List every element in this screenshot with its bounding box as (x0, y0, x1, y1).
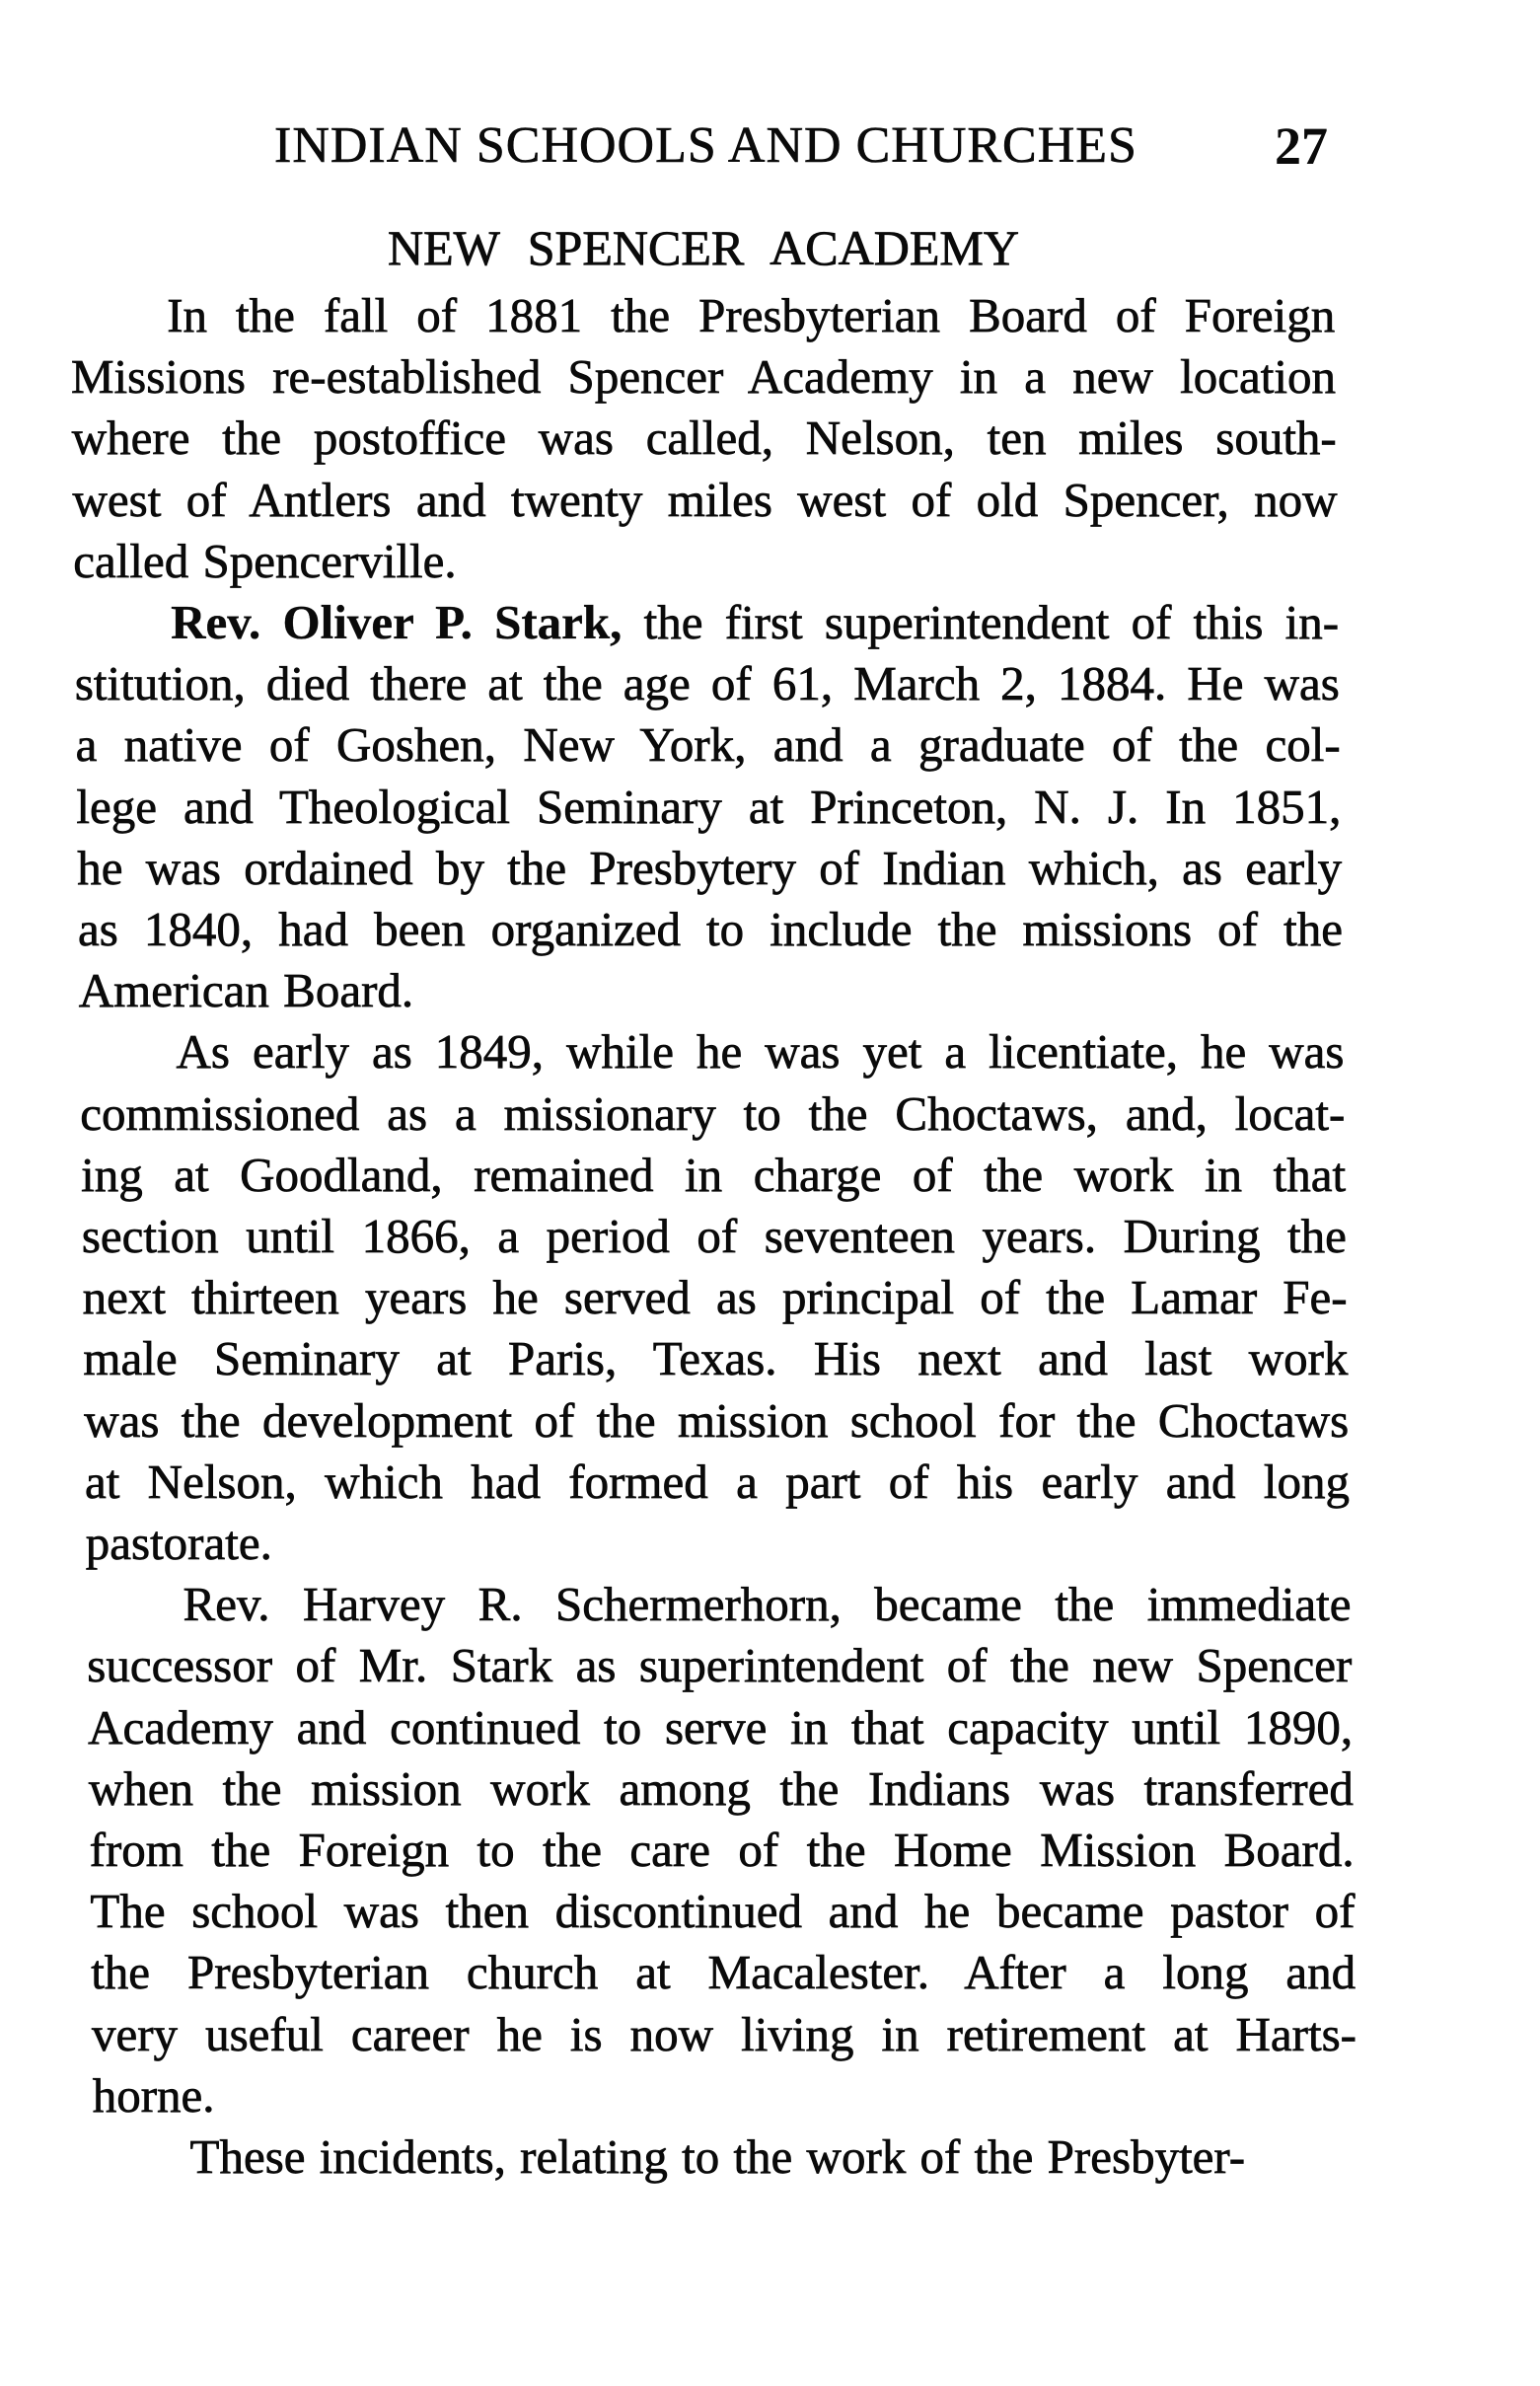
text-line (86, 1513, 1351, 1574)
text-line (91, 1942, 1356, 2003)
text-line (183, 1574, 1352, 1635)
line-text: next thirteen years he served as principal of the Lamar Fe- (82, 1270, 1348, 1325)
text-line (72, 408, 1337, 469)
text-line (190, 2126, 1358, 2188)
line-text: These incidents, relating to the work of the Presbyter- (189, 2129, 1246, 2184)
text-line (93, 2065, 1357, 2126)
text-line (92, 2004, 1357, 2065)
text-line (81, 1145, 1346, 1206)
line-text: successor of Mr. Stark as superintendent of the new Spencer (87, 1638, 1353, 1693)
line-text: In the fall of 1881 the Presbyterian Board of Foreign (167, 288, 1336, 342)
text-line (73, 470, 1338, 531)
page-number: 27 (1275, 116, 1328, 176)
text-line (85, 1452, 1350, 1513)
text-line (90, 1820, 1355, 1881)
bold-name: Rev. Oliver P. Stark, (171, 595, 623, 649)
line-text: west of Antlers and twenty miles west of old Spencer, now (72, 472, 1338, 527)
text-line (89, 1758, 1354, 1820)
line-text: Missions re-established Spencer Academy in a new location (70, 349, 1336, 405)
line-text: American Board. (78, 963, 414, 1018)
line-text: as 1840, had been organized to include the missions of the (77, 902, 1343, 956)
line-text: stitution, died there at the age of 61, March 2, 1884. He was (74, 656, 1340, 711)
line-text: horne. (92, 2067, 215, 2123)
line-text: called Spencerville. (73, 533, 457, 588)
line-text: The school was then discontinued and he became pastor of (90, 1884, 1356, 1939)
text-line (78, 899, 1343, 960)
line-text: ing at Goodland, remained in charge of the work in that (81, 1147, 1347, 1202)
text-line (76, 714, 1341, 776)
text-line (167, 285, 1335, 346)
text-line (71, 346, 1336, 408)
text-line (76, 777, 1341, 838)
text-line (83, 1328, 1348, 1389)
text-line (88, 1697, 1353, 1758)
text-line (79, 960, 1344, 1021)
line-text: lege and Theological Seminary at Princeton, N. J. In 1851, (76, 779, 1342, 834)
line-text: section until 1866, a period of seventeen years. During the (81, 1209, 1347, 1263)
line-text: very useful career he is now living in retirement at Harts- (91, 2006, 1357, 2061)
line-text: when the mission work among the Indians was transferred (88, 1760, 1354, 1816)
text-line (177, 1021, 1345, 1082)
running-head: INDIAN SCHOOLS AND CHURCHES (274, 117, 1137, 174)
line-text: was the development of the mission school for the Choctaws (84, 1392, 1350, 1448)
line-text: at Nelson, which had formed a part of his early and long (84, 1454, 1350, 1509)
line-text: a native of Goshen, New York, and a graduate of the col- (75, 717, 1341, 773)
line-text: where the postoffice was called, Nelson, ten miles south- (71, 410, 1337, 466)
text-line (87, 1635, 1352, 1696)
line-text: he was ordained by the Presbytery of Indian which, as early (77, 840, 1343, 895)
text-line (82, 1206, 1347, 1267)
text-line (77, 838, 1342, 899)
line-text: male Seminary at Paris, Texas. His next and last work (83, 1331, 1349, 1386)
text-line (73, 531, 1338, 592)
text-line (75, 653, 1340, 714)
text-line (90, 1881, 1355, 1942)
text-line (84, 1390, 1349, 1452)
text-line (83, 1267, 1348, 1328)
line-text: As early as 1849, while he was yet a licentiate, he was (176, 1024, 1345, 1080)
line-text: commissioned as a missionary to the Choctaws, and, locat- (80, 1085, 1346, 1141)
line-text: the first superintendent of this in- (622, 595, 1340, 649)
line-text: pastorate. (85, 1516, 272, 1570)
section-heading: NEW SPENCER ACADEMY (388, 220, 1019, 275)
text-line (171, 592, 1339, 653)
line-text: from the Foreign to the care of the Home Mission Board. (89, 1823, 1355, 1877)
line-text: the Presbyterian church at Macalester. After a long and (91, 1945, 1357, 2000)
text-line (80, 1083, 1345, 1145)
line-text: Rev. Harvey R. Schermerhorn, became the immediate (183, 1577, 1352, 1632)
line-text: Academy and continued to serve in that capacity until 1890, (88, 1699, 1354, 1754)
